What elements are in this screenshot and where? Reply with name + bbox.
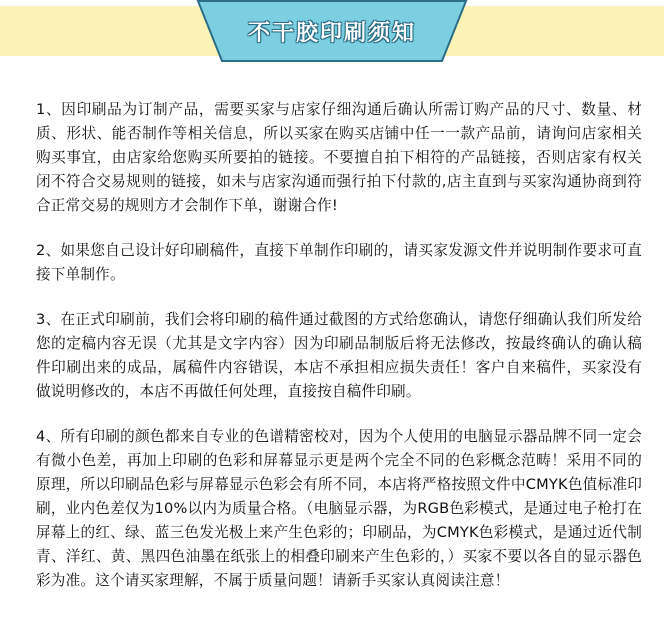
- notice-paragraph-2: 2、如果您自己设计好印刷稿件，直接下单制作印刷的，请买家发源文件并说明制作要求可直接下单制作。: [36, 242, 642, 283]
- notice-paragraph-3: 3、在正式印刷前，我们会将印刷的稿件通过截图的方式给您确认，请您仔细确认我们所发给您的定稿内容无误（尤其是文字内容）因为印刷品制版后将无法修改，按最终确认的确认稿件印刷出来的成品，属稿件内容错误，本店不承担相应损失责任！客户自来稿件，买家没有做说明修改的，本店不再做任何处理，直接按自稿件印刷。: [36, 311, 642, 400]
- header-banner: [0, 0, 664, 62]
- notice-paragraph-1: 1、因印刷品为订制产品，需要买家与店家仔细沟通后确认所需订购产品的尺寸、数量、材质、形状、能否制作等相关信息，所以买家在购买店铺中任一一款产品前，请询问店家相关购买事宜，由店家给您购买所要拍的链接。不要擅自拍下相符的产品链接，否则店家有权关闭不符合交易规则的链接，如未与店家沟通而强行拍下付款的,店主直到与买家沟通协商到符合正常交易的规则方才会制作下单，谢谢合作!: [36, 101, 642, 214]
- notice-body: [36, 98, 642, 614]
- notice-paragraph-4: 4、所有印刷的颜色都来自专业的色谱精密校对，因为个人使用的电脑显示器品牌不同一定会有微小色差，再加上印刷的色彩和屏幕显示更是两个完全不同的色彩概念范畴！采用不同的原理，所以印刷品色彩与屏幕显示色彩会有所不同，本店将严格按照文件中CMYK色值标准印刷，业内色差仅为10%以内为质量合格。（电脑显示器，为RGB色彩模式，是通过电子枪打在屏幕上的红、绿、蓝三色发光极上来产生色彩的；印刷品，为CMYK色彩模式，是通过近代制青、洋红、黄、黑四色油墨在纸张上的相叠印刷来产生色彩的，）买家不要以各自的显示器色彩为准。这个请买家理解，不属于质量问题！请新手买家认真阅读注意！: [36, 428, 642, 589]
- page-title: 不干胶印刷须知: [247, 20, 416, 46]
